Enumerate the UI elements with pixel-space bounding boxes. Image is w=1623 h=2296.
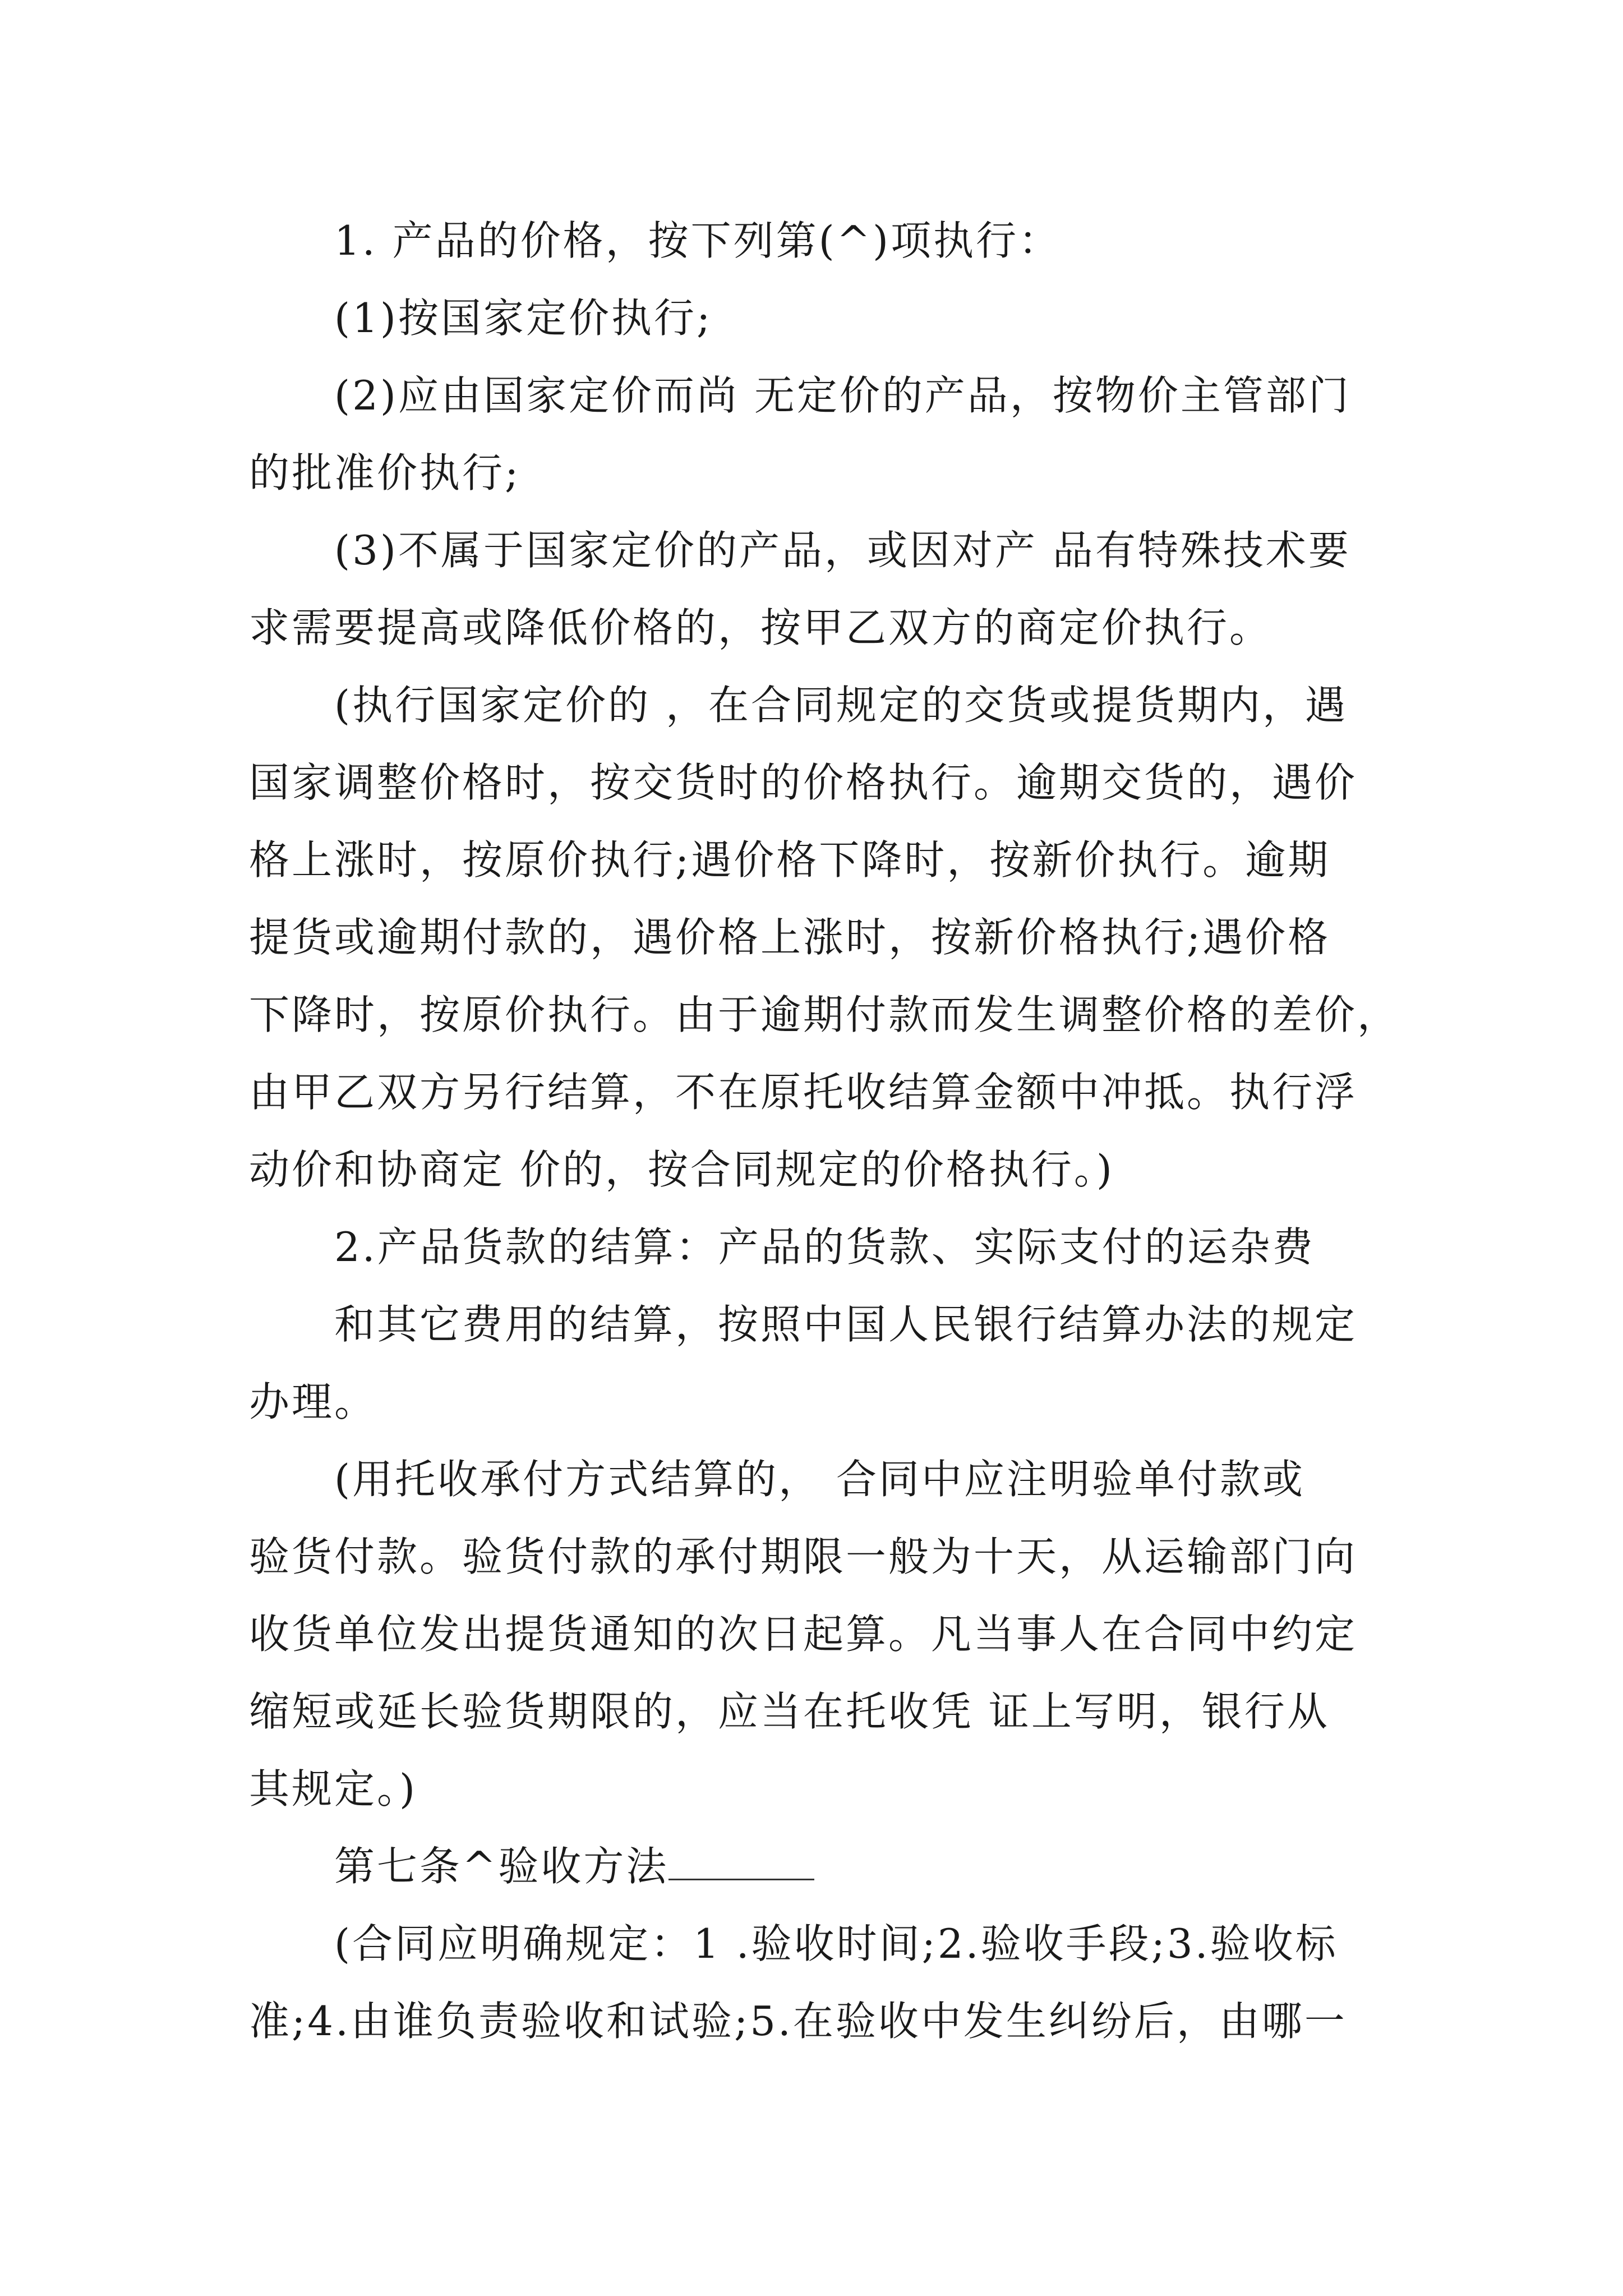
text-line: 1. 产品的价格，按下列第(^)项执行： — [334, 217, 1062, 264]
text-line: (1)按国家定价执行; — [334, 295, 713, 342]
text-line: (合同应明确规定：1 .验收时间;2.验收手段;3.验收标 — [334, 1920, 1338, 1967]
section-heading-line — [249, 1828, 1382, 1905]
text-line: 的批准价执行; — [249, 449, 521, 496]
text-line: 国家调整价格时，按交货时的价格执行。逾期交货的，遇价 — [249, 759, 1358, 806]
text-line: 格上涨时，按原价执行;遇价格下降时，按新价执行。逾期 — [249, 836, 1331, 884]
section-heading-text: 第七条^验收方法 — [334, 1843, 669, 1890]
text-line: 收货单位发出提货通知的次日起算。凡当事人在合同中约定 — [249, 1611, 1358, 1658]
text-line: (用托收承付方式结算的， 合同中应注明验单付款或 — [334, 1456, 1305, 1503]
text-line: 其规定。) — [249, 1765, 418, 1812]
text-line: 和其它费用的结算，按照中国人民银行结算办法的规定 — [334, 1301, 1358, 1348]
contract-text-body — [249, 202, 1400, 2060]
text-line: (执行国家定价的 ，在合同规定的交货或提货期内，遇 — [334, 682, 1348, 729]
text-line: (3)不属于国家定价的产品，或因对产 品有特殊技术要 — [334, 527, 1351, 574]
text-line: 2.产品货款的结算：产品的货款、实际支付的运杂费 — [334, 1223, 1315, 1271]
text-line: 提货或逾期付款的，遇价格上涨时，按新价格执行;遇价格 — [249, 914, 1331, 961]
text-line: 验货付款。验货付款的承付期限一般为十天，从运输部门向 — [249, 1533, 1358, 1580]
fill-in-blank — [668, 1844, 814, 1880]
text-line: 下降时，按原价执行。由于逾期付款而发生调整价格的差价， — [249, 991, 1400, 1038]
text-line: 动价和协商定 价的，按合同规定的价格执行。) — [249, 1146, 1114, 1193]
text-line: 办理。 — [249, 1378, 377, 1425]
text-line: 缩短或延长验货期限的，应当在托收凭 证上写明，银行从 — [249, 1688, 1330, 1735]
text-line: (2)应由国家定价而尚 无定价的产品，按物价主管部门 — [334, 372, 1351, 419]
text-line: 由甲乙双方另行结算，不在原托收结算金额中冲抵。执行浮 — [249, 1069, 1358, 1116]
text-line: 准;4.由谁负责验收和试验;5.在验收中发生纠纷后，由哪一 — [249, 1998, 1347, 2045]
text-line: 求需要提高或降低价格的，按甲乙双方的商定价执行。 — [249, 604, 1272, 651]
